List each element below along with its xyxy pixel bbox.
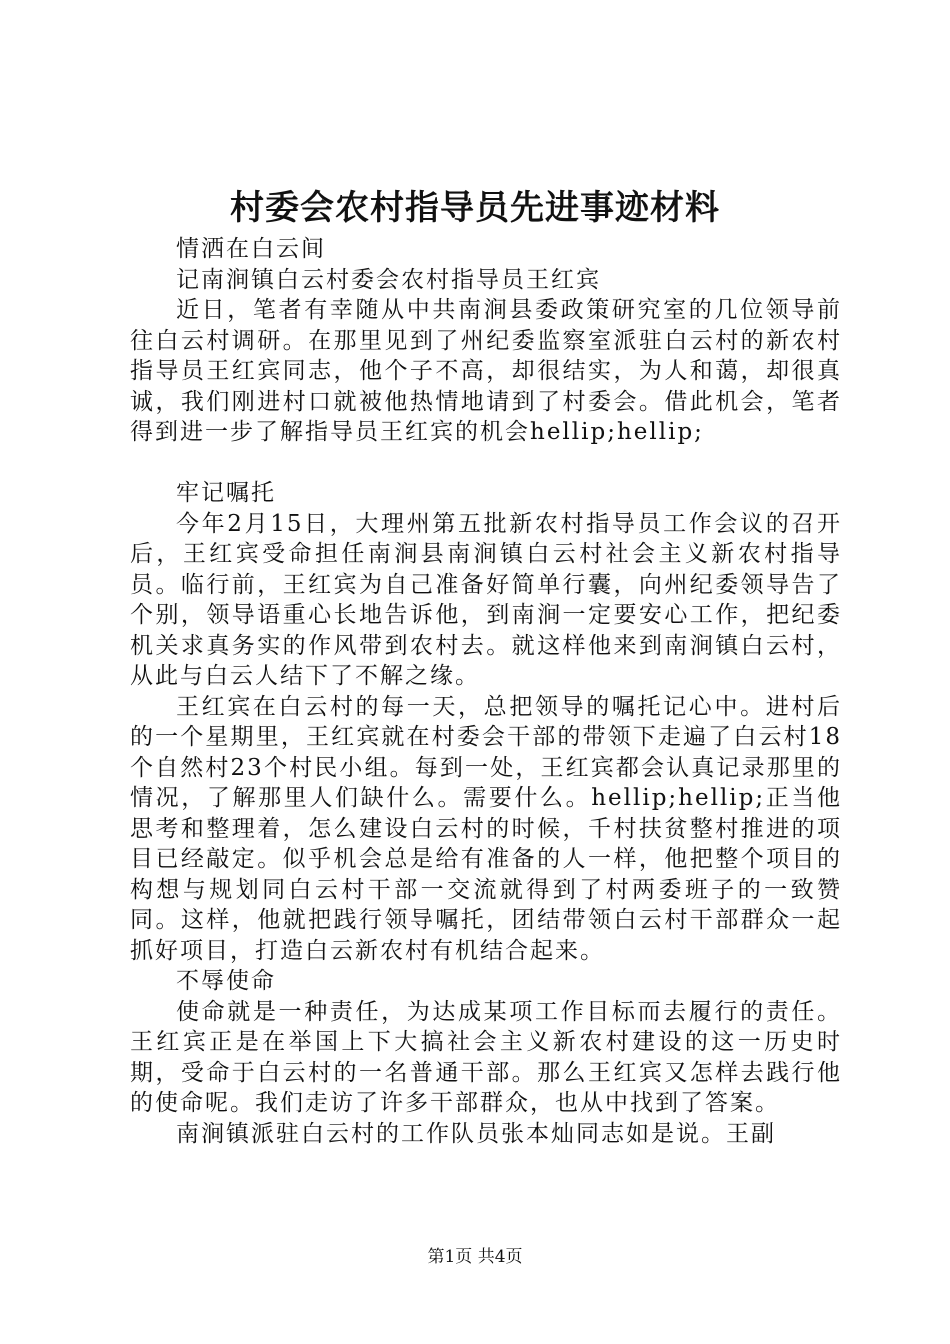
section-heading-remember: 牢记嘱托 [176,480,276,506]
body-paragraph: 使命就是一种责任，为达成某项工作目标而去履行的责任。王红宾正是在举国上下大搞社会主义新农村建设的这一历史时期，受命于白云村的一名普通干部。那么王红宾又怎样去践行他的使命呢。我们走访了许多干部群众，也从中找到了答案。 [130,998,842,1116]
document-title: 村委会农村指导员先进事迹材料 [230,188,720,228]
body-paragraph: 今年2月15日，大理州第五批新农村指导员工作会议的召开后，王红宾受命担任南涧县南涧镇白云村社会主义新农村指导员。临行前，王红宾为自己准备好简单行囊，向州纪委领导告了个别，领导语重心长地告诉他，到南涧一定要安心工作，把纪委机关求真务实的作风带到农村去。就这样他来到南涧镇白云村，从此与白云人结下了不解之缘。 [130,510,842,689]
intro-paragraph: 近日，笔者有幸随从中共南涧县委政策研究室的几位领导前往白云村调研。在那里见到了州纪委监察室派驻白云村的新农村指导员王红宾同志，他个子不高，却很结实，为人和蔼，却很真诚，我们刚进村口就被他热情地请到了村委会。借此机会，笔者得到进一步了解指导员王红宾的机会hellip;hellip; [130,297,842,445]
body-paragraph: 南涧镇派驻白云村的工作队员张本灿同志如是说。王副 [176,1120,776,1147]
blank-line [130,448,842,479]
page-footer: 第1页 共4页 [427,1247,523,1267]
subtitle-paragraph: 情洒在白云间 [176,236,326,262]
document-body [130,234,842,1149]
section-heading-mission: 不辱使命 [176,968,276,994]
byline-paragraph: 记南涧镇白云村委会农村指导员王红宾 [176,266,601,293]
body-paragraph: 王红宾在白云村的每一天，总把领导的嘱托记心中。进村后的一个星期里，王红宾就在村委会干部的带领下走遍了白云村18个自然村23个村民小组。每到一处，王红宾都会认真记录那里的情况，了解那里人们缺什么。需要什么。hellip;hellip;正当他思考和整理着，怎么建设白云村的时候，千村扶贫整村推进的项目已经敲定。似乎机会总是给有准备的人一样，他把整个项目的构想与规划同白云村干部一交流就得到了村两委班子的一致赞同。这样，他就把践行领导嘱托，团结带领白云村干部群众一起抓好项目，打造白云新农村有机结合起来。 [130,693,842,964]
